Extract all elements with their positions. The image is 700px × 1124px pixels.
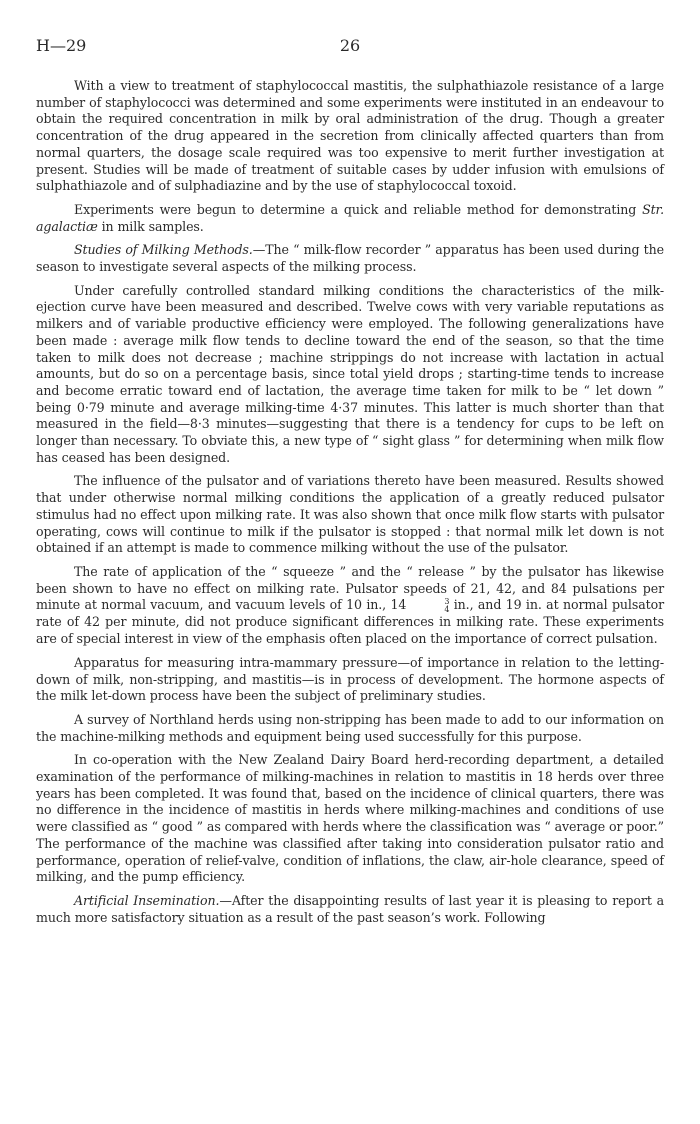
paragraph-milking-methods: Studies of Milking Methods.—The “ milk-flow recorder ” apparatus has been used during the season to investigate several aspects of the milking process. — [36, 242, 664, 275]
document-code: H—29 — [36, 36, 87, 55]
running-head — [36, 36, 664, 60]
paragraph-northland-survey: A survey of Northland herds using non-stripping has been made to add to our information on the machine-milking methods and equipment being used successfully for this purpose. — [36, 711, 664, 744]
fraction-three-quarters: 3 4 — [444, 597, 450, 615]
paragraph-artificial-insemination: Artificial Insemination.—After the disappointing results of last year it is pleasing to report a much more satisfactory situation as a result of the past season’s work. Following — [36, 892, 664, 925]
section-heading-milking-methods: Studies of Milking Methods. — [74, 242, 253, 258]
paragraph-str-agalactiae: Experiments were begun to determine a quick and reliable method for demonstrating Str. agalactiæ in milk samples. — [36, 201, 664, 234]
paragraph-pulsator-rate: The rate of application of the “ squeeze ” and the “ release ” by the pulsator has likewise been shown to have no effect on milking rate. Pulsator speeds of 21, 42, and 84 pulsations per minute at normal vacuum, and vacuum levels of 10 in., 14 3 4 in., and 19 in. at normal pulsator rate of 42 per minute, did not produce significant differences in milking rate. These experiments are of special interest in view of the emphasis often placed on the importance of correct pulsation. — [36, 563, 664, 647]
page-number: 26 — [339, 36, 361, 55]
section-heading-artificial-insemination: Artificial Insemination. — [74, 892, 220, 908]
body-text — [36, 78, 664, 926]
paragraph-intra-mammary: Apparatus for measuring intra-mammary pressure—of importance in relation to the letting-down of milk, non-stripping, and mastitis—is in process of development. The hormone aspects of the milk let-down process have been the subject of preliminary studies. — [36, 654, 664, 704]
paragraph-mastitis-treatment: With a view to treatment of staphylococcal mastitis, the sulphathiazole resistance of a large number of staphylococci was determined and some experiments were instituted in an endeavour to obtain the required concentration in milk by oral administration of the drug. Though a greater concentration of the drug appeared in the secretion from clinically affected quarters than from normal quarters, the dosage scale required was too expensive to merit further investigation at present. Studies will be made of treatment of suitable cases by udder infusion with emulsions of sulphathiazole and of sulphadiazine and by the use of staphylococcal toxoid. — [36, 78, 664, 194]
species-name: Str. agalactiæ — [36, 201, 664, 234]
paragraph-herd-recording: In co-operation with the New Zealand Dairy Board herd-recording department, a detailed examination of the performance of milking-machines in relation to mastitis in 18 herds over three years has been completed. It was found that, based on the incidence of clinical quarters, there was no difference in the incidence of mastitis in herds where milking-machines and conditions of use were classified as “ good ” as compared with herds where the classification was “ average or poor.” The performance of the machine was classified after taking into consideration pulsator ratio and performance, operation of relief-valve, condition of inflations, the claw, air-hole clearance, speed of milking, and the pump efficiency. — [36, 752, 664, 885]
paragraph-pulsator-influence: The influence of the pulsator and of variations thereto have been measured. Results showed that under otherwise normal milking conditions the application of a greatly reduced pulsator stimulus had no effect upon milking rate. It was also shown that once milk flow starts with pulsator operating, cows will continue to milk if the pulsator is stopped : that normal milk let down is not obtained if an attempt is made to commence milking without the use of the pulsator. — [36, 473, 664, 556]
paragraph-milk-ejection: Under carefully controlled standard milking conditions the characteristics of the milk-ejection curve have been measured and described. Twelve cows with very variable reputations as milkers and of variable productive efficiency were employed. The following generalizations have been made : average milk flow tends to decline toward the end of the season, so that the time taken to milk does not decrease ; machine strippings do not increase with lactation in actual amounts, but do so on a percentage basis, since total yield drops ; starting-time tends to increase and become erratic toward end of lactation, the average time taken for milk to be “ let down ” being 0·79 minute and average milking-time 4·37 minutes. This latter is much shorter than that measured in the field—8·3 minutes—suggesting that there is a tendency for cups to be left on longer than necessary. To obviate this, a new type of “ sight glass ” for determining when milk flow has ceased has been designed. — [36, 282, 664, 465]
